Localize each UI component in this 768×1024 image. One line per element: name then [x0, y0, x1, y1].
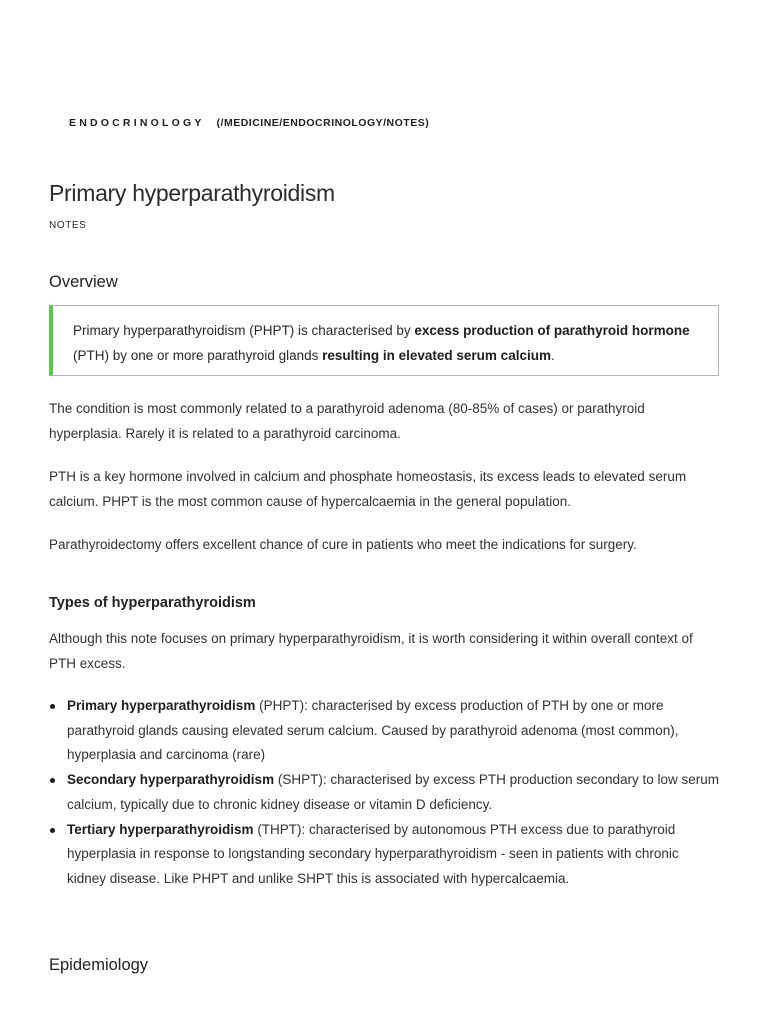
callout-text-3: . — [550, 348, 555, 363]
list-item — [49, 694, 720, 768]
list-item-term: Tertiary hyperparathyroidism — [67, 821, 254, 837]
list-item-desc: (PHPT): characterised by excess production of PTH by one or more parathyroid glands causing elevated serum calcium. Caused by parathyroid adenoma (most common), hyperplasia and carcinoma (rare) — [67, 698, 679, 763]
bullet-icon — [50, 704, 55, 709]
list-item-desc: (THPT): characterised by autonomous PTH excess due to parathyroid hyperplasia in response to longstanding secondary hyperparathyroidism - seen in patients with chronic kidney disease. Like PHPT and unlike SHPT this is associated with hypercalcaemia. — [67, 821, 679, 886]
epidemiology-heading: Epidemiology — [49, 956, 149, 974]
list-item — [49, 818, 720, 892]
types-list — [49, 694, 720, 892]
page-subtitle: NOTES — [49, 220, 87, 231]
overview-paragraph: PTH is a key hormone involved in calcium and phosphate homeostasis, its excess leads to elevated serum calcium. PHPT is the most common cause of hypercalcaemia in the general population. — [49, 469, 687, 509]
list-item-term: Primary hyperparathyroidism — [67, 698, 256, 713]
list-item-desc: (SHPT): characterised by excess PTH production secondary to low serum calcium, typically due to chronic kidney disease or vitamin D deficiency. — [67, 772, 719, 812]
types-heading: Types of hyperparathyroidism — [49, 595, 256, 611]
list-item — [49, 768, 720, 817]
overview-heading: Overview — [49, 273, 118, 291]
breadcrumb-category-link[interactable]: ENDOCRINOLOGY — [69, 117, 205, 129]
callout-bold-2: resulting in elevated serum calcium — [322, 348, 551, 363]
overview-callout — [49, 305, 719, 376]
page-title: Primary hyperparathyroidism — [49, 180, 335, 206]
breadcrumb — [69, 117, 429, 129]
breadcrumb-path: (/MEDICINE/ENDOCRINOLOGY/NOTES) — [216, 117, 430, 129]
callout-bold-1: excess production of parathyroid hormone — [414, 323, 690, 338]
bullet-icon — [50, 778, 55, 783]
callout-text-2: (PTH) by one or more parathyroid glands — [73, 348, 323, 363]
list-item-term: Secondary hyperparathyroidism — [67, 772, 275, 788]
bullet-icon — [50, 828, 55, 833]
callout-text-1: Primary hyperparathyroidism (PHPT) is characterised by — [73, 323, 415, 338]
types-intro: Although this note focuses on primary hyperparathyroidism, it is worth considering it within overall context of PTH excess. — [49, 631, 693, 671]
overview-paragraph: Parathyroidectomy offers excellent chance of cure in patients who meet the indications for surgery. — [49, 537, 637, 552]
overview-paragraph: The condition is most commonly related to a parathyroid adenoma (80-85% of cases) or parathyroid hyperplasia. Rarely it is related to a parathyroid carcinoma. — [49, 401, 645, 441]
